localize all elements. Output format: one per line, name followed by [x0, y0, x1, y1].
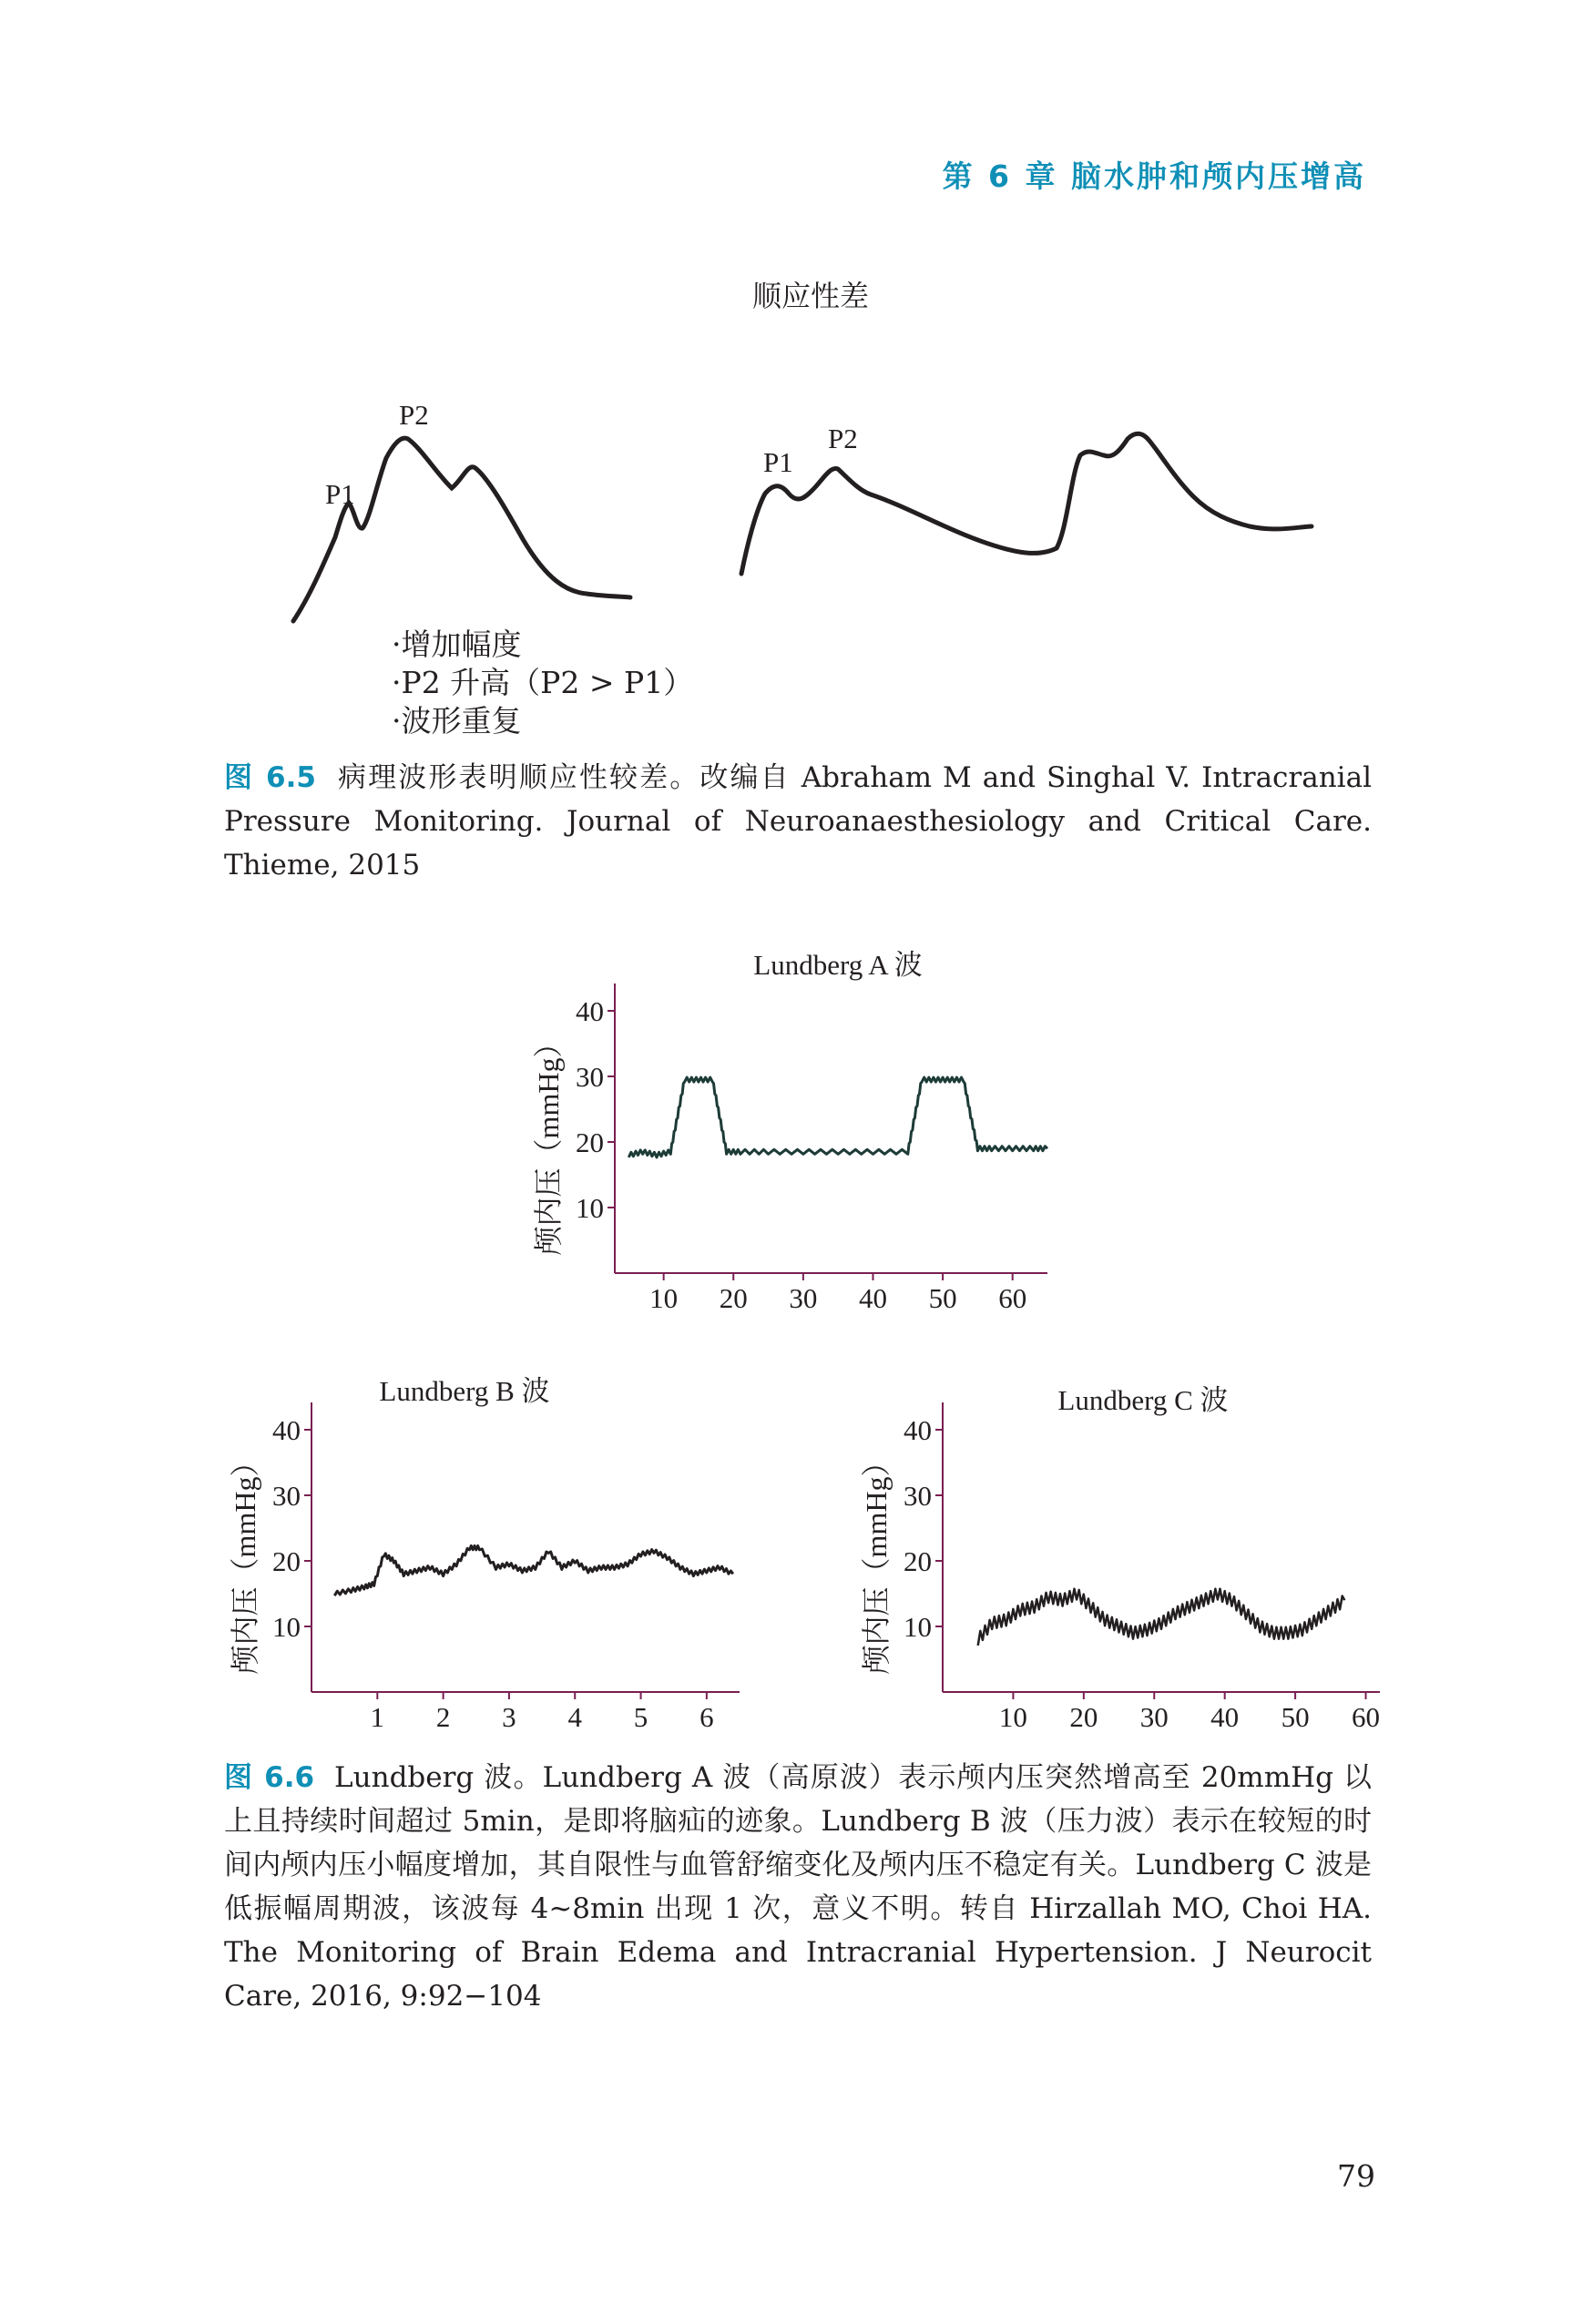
lundberg-a-y-tick-label-10: 10 — [576, 1192, 604, 1224]
lundberg-b-title: Lundberg B 波 — [379, 1375, 550, 1407]
lundberg-c-y-tick-label-10: 10 — [904, 1611, 932, 1643]
figure-6-5-title: 顺应性差 — [751, 279, 869, 313]
lundberg-a-y-tick-label-40: 40 — [576, 995, 604, 1027]
lundberg-c-x-tick-label-20: 20 — [1069, 1701, 1098, 1733]
lundberg-a-x-tick-label-40: 40 — [858, 1282, 887, 1314]
waveform-1-p2-label: P2 — [399, 399, 429, 431]
lundberg-c-y-tick-label-20: 20 — [904, 1545, 932, 1577]
lundberg-c-y-tick-label-40: 40 — [904, 1414, 932, 1446]
figure-6-6-caption-text: Lundberg 波。Lundberg A 波（高原波）表示颅内压突然增高至 20mmHg 以上且持续时间超过 5min，是即将脑疝的迹象。Lundberg B 波（压力波）表示在较短的时间内颅内压小幅度增加，其自限性与血管舒缩变化及颅内压不稳定有关。Lundberg C 波是低振幅周期波，该波每 4~8min 出现 1 次，意义不明。转自 Hirzallah MO, Choi HA. The Monitoring of Brain Edema and Intracranial Hypertension. J Neurocit Care, 2016, 9:92−104 — [224, 1761, 1372, 2013]
figure-6-6-label: 图 6.6 — [224, 1761, 315, 1794]
waveform-1-curve — [293, 438, 630, 621]
waveform-2-curve — [741, 433, 1312, 574]
lundberg-b-x-tick-label-4: 4 — [567, 1701, 582, 1733]
figure-6-5-caption — [224, 756, 1372, 887]
lundberg-b-series-line — [334, 1545, 733, 1595]
lundberg-c-y-tick-label-30: 30 — [904, 1480, 932, 1512]
lundberg-a-x-tick-label-20: 20 — [719, 1282, 748, 1314]
lundberg-b-y-axis-label: 颅内压（mmHg） — [229, 1447, 261, 1675]
figure-6-5-caption-text: 病理波形表明顺应性较差。改编自 Abraham M and Singhal V. Intracranial Pressure Monitoring. Journal of Neuroanaesthesiology and Critical Care. Thieme, 2015 — [224, 761, 1372, 882]
lundberg-c-title: Lundberg C 波 — [1057, 1384, 1229, 1416]
lundberg-b-x-tick-label-3: 3 — [502, 1701, 516, 1733]
figure-6-5-label: 图 6.5 — [224, 761, 316, 794]
running-head: 第 6 章 脑水肿和颅内压增高 — [942, 158, 1366, 194]
lundberg-a-y-tick-label-20: 20 — [576, 1126, 604, 1158]
lundberg-a-title: Lundberg A 波 — [753, 949, 923, 981]
lundberg-a-x-tick-label-60: 60 — [998, 1282, 1027, 1314]
page-number: 79 — [1337, 2158, 1375, 2194]
lundberg-a-y-axis-label: 颅内压（mmHg） — [532, 1028, 565, 1256]
lundberg-a-x-tick-label-30: 30 — [789, 1282, 818, 1314]
lundberg-a-series-line — [628, 1077, 1047, 1157]
lundberg-a-chart — [515, 929, 1079, 1330]
lundberg-c-x-tick-label-30: 30 — [1139, 1701, 1169, 1733]
lundberg-b-chart — [209, 1348, 756, 1748]
lundberg-c-x-tick-label-40: 40 — [1210, 1701, 1240, 1733]
lundberg-b-y-tick-label-20: 20 — [272, 1545, 301, 1577]
lundberg-c-x-tick-label-50: 50 — [1281, 1701, 1310, 1733]
bullet-increase-amplitude: ·增加幅度 — [392, 627, 522, 662]
lundberg-c-chart — [842, 1348, 1398, 1748]
lundberg-c-x-tick-label-60: 60 — [1352, 1701, 1381, 1733]
bullet-waveform-repeat: ·波形重复 — [392, 703, 522, 739]
waveform-1-p1-label: P1 — [325, 478, 355, 510]
lundberg-a-x-tick-label-10: 10 — [649, 1282, 679, 1314]
lundberg-b-y-tick-label-40: 40 — [272, 1414, 301, 1446]
figure-6-6-caption — [224, 1756, 1372, 2018]
lundberg-c-series-line — [978, 1589, 1345, 1646]
waveform-2-p2-label: P2 — [828, 423, 858, 454]
figure-6-5-waveforms — [0, 0, 1593, 747]
lundberg-b-x-tick-label-1: 1 — [370, 1701, 385, 1733]
lundberg-b-x-tick-label-6: 6 — [699, 1701, 714, 1733]
lundberg-b-x-tick-label-5: 5 — [633, 1701, 648, 1733]
lundberg-a-x-tick-label-50: 50 — [928, 1282, 957, 1314]
lundberg-c-y-axis-label: 颅内压（mmHg） — [860, 1447, 893, 1675]
lundberg-b-y-tick-label-10: 10 — [272, 1611, 301, 1643]
bullet-p2-elevated: ·P2 升高（P2 > P1） — [392, 665, 694, 700]
waveform-2-p1-label: P1 — [763, 446, 793, 478]
lundberg-c-x-tick-label-10: 10 — [998, 1701, 1027, 1733]
lundberg-b-x-tick-label-2: 2 — [435, 1701, 451, 1733]
lundberg-b-y-tick-label-30: 30 — [272, 1480, 301, 1512]
lundberg-a-y-tick-label-30: 30 — [576, 1061, 604, 1093]
